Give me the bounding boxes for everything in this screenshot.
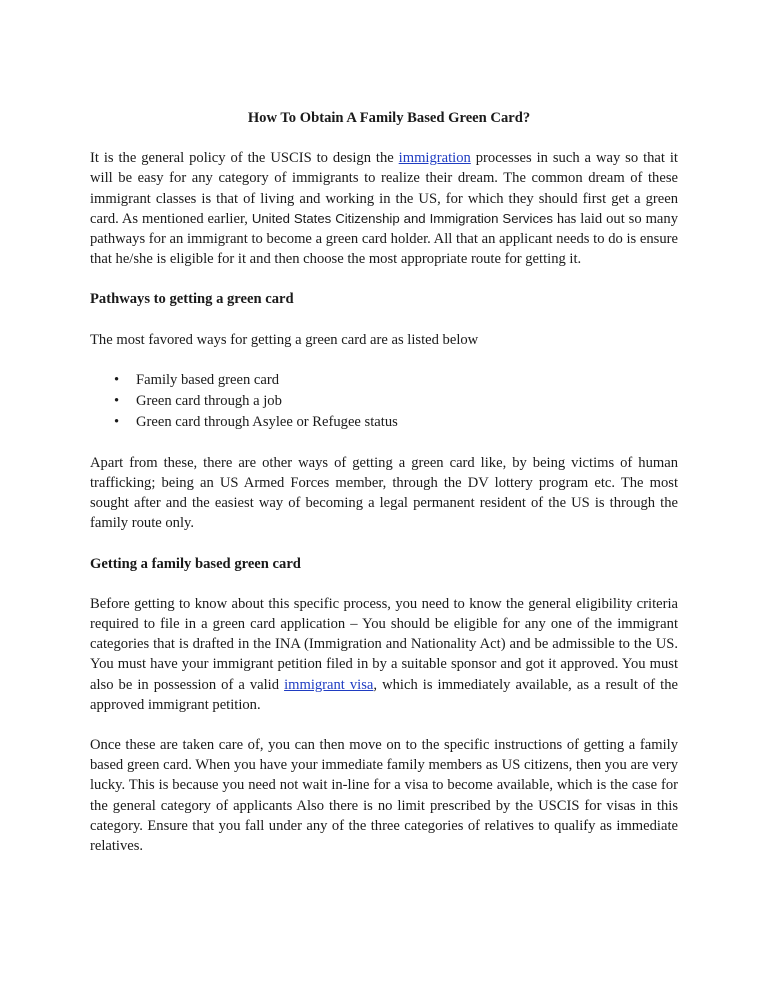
pathways-intro: The most favored ways for getting a green card are as listed below: [90, 331, 479, 348]
list-item: • Family based green card: [136, 370, 678, 391]
uscis-name: United States Citizenship and Immigration Services: [251, 210, 553, 226]
list-item: • Green card through a job: [136, 391, 678, 412]
list-item: • Green card through Asylee or Refugee status: [136, 412, 678, 433]
intro-text-3: has laid out so many pathways for an immigrant to become a green card holder. All that an applicant needs to do is ensure that he/she is eligible for it and then choose the most appropriate route for getting it.: [90, 210, 678, 268]
intro-text-1: It is the general policy of the USCIS to design the: [90, 150, 399, 167]
eligibility-text-1: Before getting to know about this specific process, you need to know the general eligibility criteria required to file in a green card application – You should be eligible for any one of the immigrant categories that is drafted in the INA (Immigration and Nationality Act) and be admissible to the US. You must have your immigrant petition filed in by a suitable sponsor and got it approved. You must also be in possession of a valid: [90, 595, 678, 693]
immigration-link[interactable]: immigration: [398, 150, 471, 167]
other-ways-paragraph: Apart from these, there are other ways of getting a green card like, by being victims of human trafficking; being an US Armed Forces member, through the DV lottery program etc. The most sought after and the easiest way of becoming a legal permanent resident of the US is through the family route only.: [90, 454, 678, 532]
eligibility-text-2: , which is immediately available, as a result of the approved immigrant petition.: [90, 676, 678, 713]
document-title: How To Obtain A Family Based Green Card?: [247, 110, 531, 126]
pathways-list: [90, 370, 678, 433]
intro-text-2: processes in such a way so that it will be easy for any category of immigrants to realize their dream. The common dream of these immigrant classes is that of living and working in the US, for which they should first get a green card. As mentioned earlier,: [90, 150, 678, 227]
document-page: [90, 108, 678, 876]
instructions-paragraph: Once these are taken care of, you can then move on to the specific instructions of getting a family based green card. When you have your immediate family members as US citizens, then you are very lucky. This is because you need not wait in-line for a visa to become available, which is the case for the general category of applicants Also there is no limit prescribed by the USCIS for visas in this category. Ensure that you fall under any of the three categories of relatives to qualify as immediate relatives.: [90, 737, 678, 855]
eligibility-paragraph: [90, 594, 678, 715]
family-heading: Getting a family based green card: [90, 555, 301, 572]
pathways-heading: Pathways to getting a green card: [90, 291, 294, 308]
immigrant-visa-link[interactable]: immigrant visa: [284, 676, 374, 693]
intro-paragraph: [90, 148, 678, 269]
